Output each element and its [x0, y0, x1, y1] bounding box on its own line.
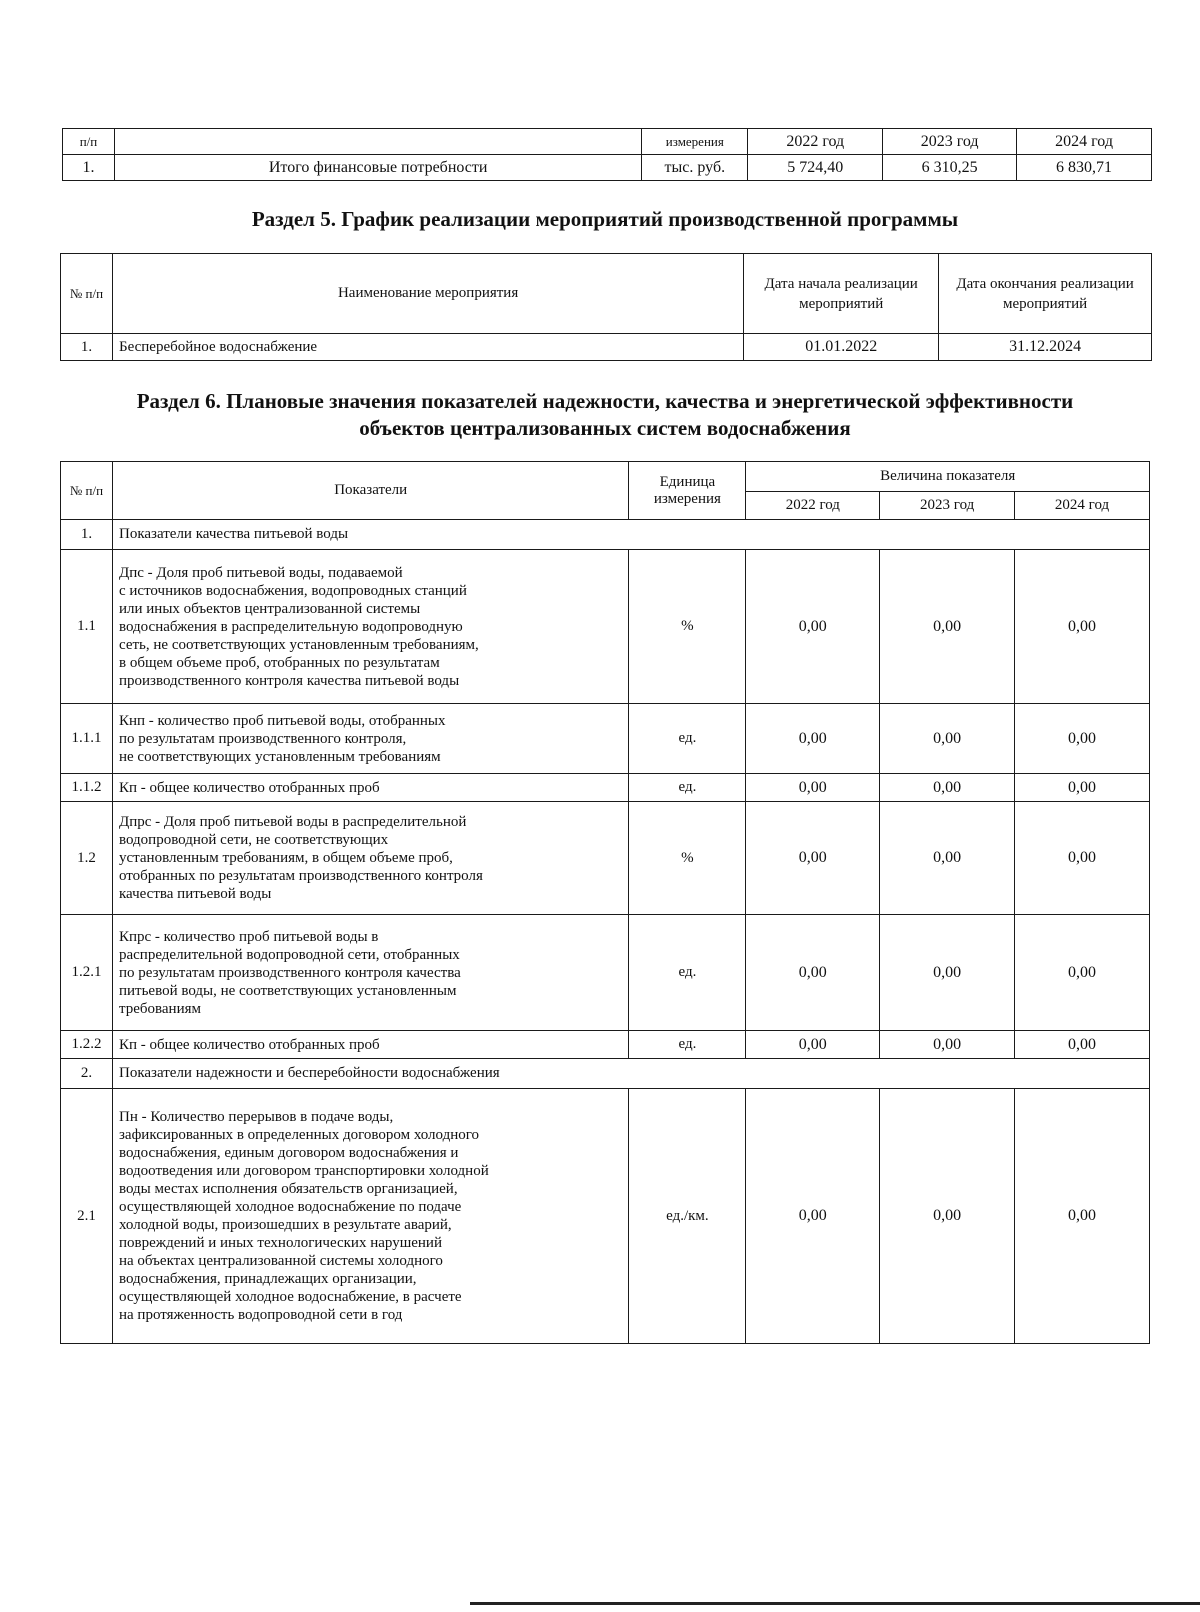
- row-value: 0,00: [1015, 1031, 1150, 1059]
- row-number: 1.: [63, 155, 115, 181]
- row-value: 0,00: [880, 704, 1015, 774]
- year-header: 2022 год: [746, 492, 880, 520]
- row-number: 1.1: [61, 550, 113, 704]
- row-value: 6 830,71: [1017, 155, 1152, 181]
- table-row: [61, 802, 1150, 915]
- schedule-table: [60, 253, 1152, 361]
- row-unit: ед.: [629, 704, 746, 774]
- row-number: 1.1.2: [61, 774, 113, 802]
- section6-title-line1: Раздел 6. Плановые значения показателей надежности, качества и энергетической эффективности: [136, 389, 1074, 413]
- row-value: 0,00: [880, 550, 1015, 704]
- row-value: 0,00: [1015, 802, 1150, 915]
- indicator-description: Пн - Количество перерывов в подаче воды, зафиксированных в определенных договором холодного водоснабжения, единым договором водоснабжения и водоотведения или договором транспортировки холодной воды местах исполнения обязательств организацией, осуществляющей холодное водоснабжение по подаче холодной воды, произошедших в результате аварий, повреждений и иных технологических нарушений на объектах централизованной системы холодного водоснабжения, принадлежащих организации, осуществляющей холодное водоснабжение, в расчете на протяженность водопроводной сети в год: [112, 1089, 628, 1344]
- year-header: 2023 год: [880, 492, 1015, 520]
- row-number: 2.1: [61, 1089, 113, 1344]
- row-unit: тыс. руб.: [642, 155, 748, 181]
- table-row: [61, 1031, 1150, 1059]
- section5-title: Раздел 5. График реализации мероприятий производственной программы: [251, 207, 959, 231]
- table-row: [63, 155, 1152, 181]
- value-group-header: Величина показателя: [746, 462, 1150, 492]
- group-number: 2.: [61, 1059, 113, 1089]
- unit-header: измерения: [642, 129, 748, 155]
- row-value: 5 724,40: [748, 155, 883, 181]
- row-value: 0,00: [746, 802, 880, 915]
- row-value: 0,00: [1015, 915, 1150, 1031]
- name-header: Наименование мероприятия: [112, 254, 743, 334]
- indicators-table: [60, 461, 1150, 1344]
- finance-table-header-row: [63, 129, 1152, 155]
- row-name: Бесперебойное водоснабжение: [112, 334, 743, 361]
- row-name: Итого финансовые потребности: [114, 155, 641, 181]
- end-date-header: Дата окончания реализации мероприятий: [939, 254, 1152, 334]
- row-value: 0,00: [746, 774, 880, 802]
- indicator-description: Кп - общее количество отобранных проб: [112, 1031, 628, 1059]
- group-row: [61, 520, 1150, 550]
- indicator-header: Показатели: [112, 462, 628, 520]
- start-date: 01.01.2022: [744, 334, 939, 361]
- row-value: 0,00: [880, 915, 1015, 1031]
- group-number: 1.: [61, 520, 113, 550]
- table-row: [61, 334, 1152, 361]
- row-value: 0,00: [746, 704, 880, 774]
- table-row: [61, 550, 1150, 704]
- year-header: 2024 год: [1017, 129, 1152, 155]
- row-value: 0,00: [880, 774, 1015, 802]
- num-header: № п/п: [61, 462, 113, 520]
- indicator-description: Кпрс - количество проб питьевой воды в распределительной водопроводной сети, отобранных по результатам производственного контроля качества питьевой воды, не соответствующих установленным требованиям: [112, 915, 628, 1031]
- year-header: 2023 год: [883, 129, 1017, 155]
- row-unit: %: [629, 802, 746, 915]
- end-date: 31.12.2024: [939, 334, 1152, 361]
- section6-title-line2: объектов централизованных систем водоснабжения: [359, 416, 851, 440]
- row-value: 0,00: [1015, 704, 1150, 774]
- group-row: [61, 1059, 1150, 1089]
- row-value: 0,00: [746, 1089, 880, 1344]
- row-value: 0,00: [880, 1031, 1015, 1059]
- row-number: 1.: [61, 334, 113, 361]
- table-row: [61, 704, 1150, 774]
- row-value: 0,00: [1015, 1089, 1150, 1344]
- row-number: 1.2.1: [61, 915, 113, 1031]
- indicator-description: Дпрс - Доля проб питьевой воды в распределительной водопроводной сети, не соответствующих установленным требованиям, в общем объеме проб, отобранных по результатам производственного контроля качества питьевой воды: [112, 802, 628, 915]
- indicators-body: [61, 520, 1150, 1344]
- row-unit: ед.: [629, 1031, 746, 1059]
- unit-header: Единица измерения: [629, 462, 746, 520]
- row-unit: ед.: [629, 774, 746, 802]
- num-header: № п/п: [61, 254, 113, 334]
- table-row: [61, 774, 1150, 802]
- group-title: Показатели надежности и бесперебойности водоснабжения: [112, 1059, 1149, 1089]
- row-value: 0,00: [746, 915, 880, 1031]
- row-value: 0,00: [746, 1031, 880, 1059]
- row-value: 6 310,25: [883, 155, 1017, 181]
- row-unit: %: [629, 550, 746, 704]
- year-header: 2024 год: [1015, 492, 1150, 520]
- name-header: [114, 129, 641, 155]
- row-value: 0,00: [1015, 774, 1150, 802]
- indicator-description: Кп - общее количество отобранных проб: [112, 774, 628, 802]
- row-number: 1.1.1: [61, 704, 113, 774]
- indicator-description: Кнп - количество проб питьевой воды, отобранных по результатам производственного контроля, не соответствующих установленным требованиям: [112, 704, 628, 774]
- section6-title: [60, 388, 1150, 442]
- num-header: п/п: [63, 129, 115, 155]
- row-number: 1.2: [61, 802, 113, 915]
- row-value: 0,00: [880, 1089, 1015, 1344]
- finance-needs-table: [62, 128, 1152, 181]
- row-unit: ед./км.: [629, 1089, 746, 1344]
- start-date-header: Дата начала реализации мероприятий: [744, 254, 939, 334]
- indicator-description: Дпс - Доля проб питьевой воды, подаваемой с источников водоснабжения, водопроводных станций или иных объектов централизованной системы водоснабжения в распределительную водопроводную сеть, не соответствующих установленным требованиям, в общем объеме проб, отобранных по результатам производственного контроля качества питьевой воды: [112, 550, 628, 704]
- row-unit: ед.: [629, 915, 746, 1031]
- table-row: [61, 915, 1150, 1031]
- schedule-header-row: [61, 254, 1152, 334]
- row-value: 0,00: [746, 550, 880, 704]
- table-row: [61, 1089, 1150, 1344]
- indicators-header-row: [61, 462, 1150, 492]
- row-value: 0,00: [1015, 550, 1150, 704]
- group-title: Показатели качества питьевой воды: [112, 520, 1149, 550]
- row-number: 1.2.2: [61, 1031, 113, 1059]
- scan-edge-line: [470, 1602, 1200, 1605]
- year-header: 2022 год: [748, 129, 883, 155]
- row-value: 0,00: [880, 802, 1015, 915]
